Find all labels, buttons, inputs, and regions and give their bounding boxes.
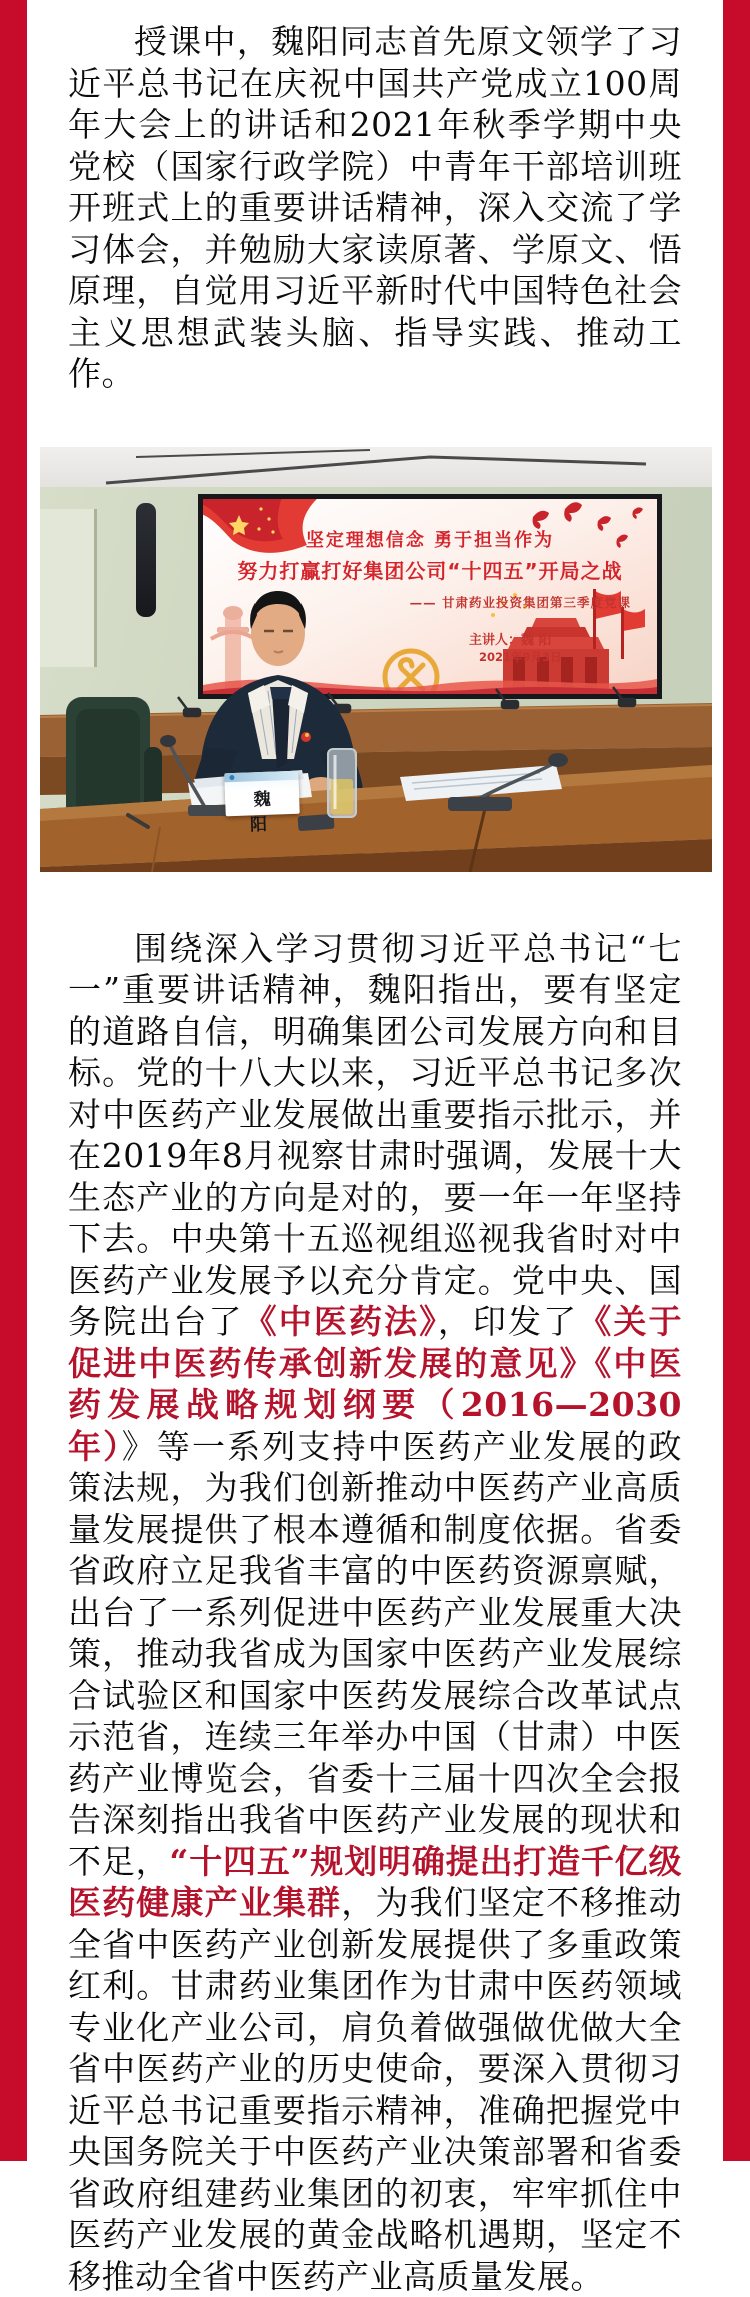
paragraph-1: 授课中，魏阳同志首先原文领学了习近平总书记在庆祝中国共产党成立100周年大会上的讲话和2021年秋季学期中央党校（国家行政学院）中青年干部培训班开班式上的重要讲话精神，深入交流了学习体会，并勉励大家读原著、学原文、悟原理，自觉用习近平新时代中国特色社会主义思想武装头脑、指导实践、推动工作。 — [68, 21, 682, 395]
paragraph-2 — [68, 928, 682, 2297]
name-card-logo-icon — [229, 774, 234, 779]
tea-glass — [328, 749, 356, 817]
slide-subtitle: —— 甘肃药业投资集团第三季度党课 — [410, 593, 631, 611]
paragraph-2-segment: 围绕深入学习贯彻习近平总书记“七一”重要讲话精神，魏阳指出，要有坚定的道路自信，明确集团公司发展方向和目标。党的十八大以来，习近平总书记多次对中医药产业发展做出重要指示批示，并在2019年8月视察甘肃时强调，发展十大生态产业的方向是对的，要一年一年坚持下去。中央第十五巡视组巡视我省时对中医药产业发展予以充分肯定。党中央、国务院出台了 — [68, 929, 682, 1342]
meeting-photo[interactable] — [40, 447, 712, 872]
slide-date: 2021年9月3日 — [479, 649, 562, 665]
slide-title-line1: 坚定理想信念 勇于担当作为 — [203, 526, 657, 552]
paragraph-2-segment: ，为我们坚定不移推动全省中医药产业创新发展提供了多重政策红利。甘肃药业集团作为甘肃中医药领域专业化产业公司，肩负着做强做优做大全省中医药产业的历史使命，要深入贯彻习近平总书记重要指示精神，准确把握党中央国务院关于中医药产业决策部署和省委省政府组建药业集团的初衷，牢牢抓住中医药产业发展的黄金战略机遇期，坚定不移推动全省中医药产业高质量发展。 — [68, 1883, 682, 2296]
paragraph-2-highlight: 《关于促进中医药传承创新发展的意见》《中医药发展战略规划纲要（2016—2030年） — [68, 1302, 682, 1466]
name-card — [224, 770, 299, 816]
paragraph-2-segment: ，印发了 — [438, 1302, 578, 1341]
name-card-text: 魏 阳 — [225, 783, 301, 836]
room-foreground — [40, 447, 712, 872]
right-border-decoration — [723, 0, 750, 2161]
name-card-top-strip — [224, 770, 298, 782]
slide-title-line2: 努力打赢打好集团公司“十四五”开局之战 — [203, 555, 657, 584]
left-border-decoration — [0, 0, 27, 2161]
paragraph-2-highlight: “十四五”规划明确提出打造千亿级医药健康产业集群 — [68, 1842, 682, 1923]
slide-speaker-label: 主讲人：魏 阳 — [469, 629, 552, 648]
paragraph-2-segment: 》等一系列支持中医药产业发展的政策法规，为我们创新推动中医药产业高质量发展提供了根本遵循和制度依据。省委省政府立足我省丰富的中医药资源禀赋，出台了一系列促进中医药产业发展重大决策，推动我省成为国家中医药产业发展综合试验区和国家中医药发展综合改革试点示范省，连续三年举办中国（甘肃）中医药产业博览会，省委十三届十四次全会报告深刻指出我省中医药产业发展的现状和不足， — [68, 1427, 682, 1881]
article-body — [27, 0, 723, 2297]
ceiling-lines — [106, 450, 646, 483]
paragraph-2-highlight: 《中医药法》 — [244, 1302, 438, 1341]
